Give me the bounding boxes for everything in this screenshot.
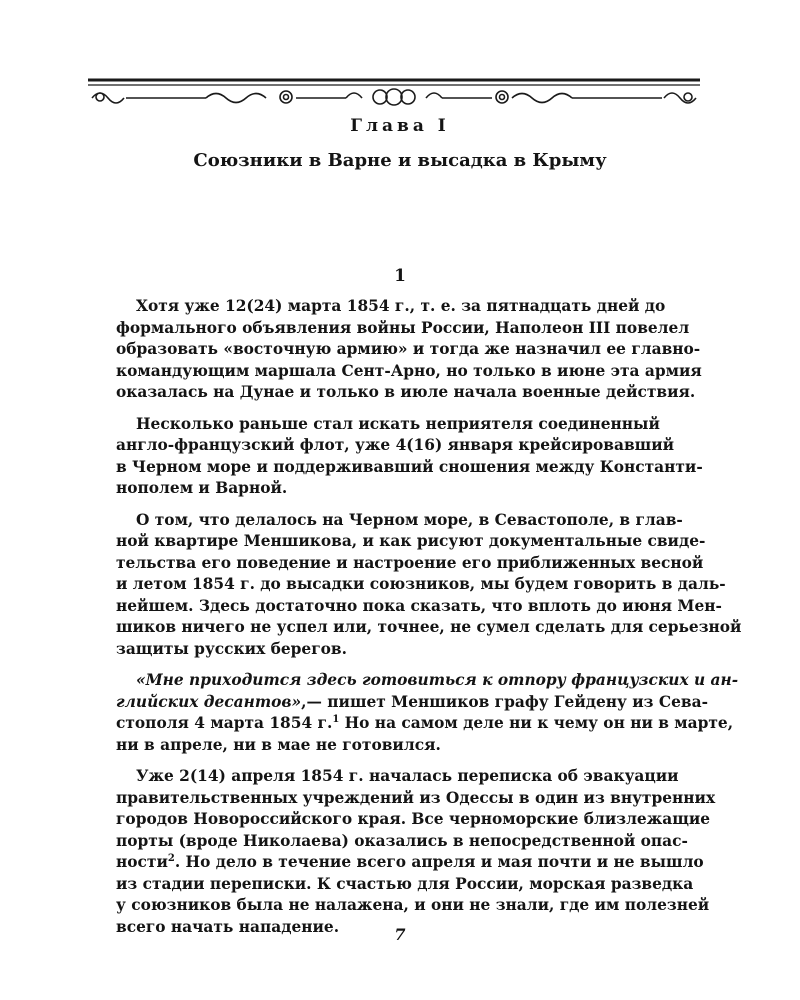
section-number: 1 (394, 266, 406, 286)
text-line: порты (вроде Николаева) оказались в непосредственной опас- (116, 831, 688, 850)
text-span: стополя 4 марта 1854 г. (116, 714, 333, 732)
text-line: О том, что делалось на Черном море, в Севастополе, в глав- (136, 510, 683, 529)
header-ornament (86, 76, 702, 112)
chapter-title: Глава I (350, 116, 450, 136)
text-line: нополем и Варной. (116, 479, 288, 497)
quote-text: глийских десантов» (116, 692, 302, 711)
body-text (116, 296, 742, 948)
text-span: ности (116, 853, 168, 871)
text-line: городов Новороссийского края. Все черноморские близлежащие (116, 810, 711, 828)
text-line: оказалась на Дунае и только в июле начала военные действия. (116, 383, 696, 401)
text-line: Несколько раньше стал искать неприятеля соединенный (136, 414, 660, 433)
text-line (116, 670, 739, 692)
text-line: англо-французский флот, уже 4(16) января крейсировавший (116, 436, 675, 454)
text-line: у союзников была не налажена, и они не знали, где им полезней (116, 896, 710, 914)
paragraph-1 (116, 296, 702, 404)
text-line: формального объявления войны России, Наполеон III повелел (116, 318, 690, 337)
text-span: Но на самом деле ни к чему он ни в марте, (339, 714, 734, 732)
text-line: из стадии переписки. К счастью для России, морская разведка (116, 874, 694, 893)
text-line: Хотя уже 12(24) марта 1854 г., т. е. за пятнадцать дней до (136, 297, 666, 315)
text-line: и летом 1854 г. до высадки союзников, мы будем говорить в даль- (116, 575, 726, 593)
paragraph-3 (116, 510, 742, 661)
text-line (116, 692, 708, 714)
footnote-ref: 2 (167, 852, 175, 864)
footnote-ref: 1 (332, 713, 340, 725)
text-line: нейшем. Здесь достаточно пока сказать, что вплоть до июня Мен- (116, 596, 722, 615)
text-line: в Черном море и поддерживавший сношения между Константи- (116, 457, 703, 476)
paragraph-5 (116, 766, 716, 938)
paragraph-4 (116, 670, 739, 756)
text-line: ной квартире Меншикова, и как рисуют документальные свиде- (116, 532, 706, 550)
text-line: тельства его поведение и настроение его приближенных весной (116, 553, 704, 572)
text-line: Уже 2(14) апреля 1854 г. началась переписка об эвакуации (136, 767, 679, 785)
text-line: шиков ничего не успел или, точнее, не сумел сделать для серьезной (116, 618, 742, 636)
text-line: командующим маршала Сент-Арно, но только в июне эта армия (116, 361, 702, 380)
page-number: 7 (394, 925, 406, 944)
quote-text: «Мне приходится здесь готовиться к отпору французских и ан- (136, 671, 739, 689)
text-span: . Но дело в течение всего апреля и мая почти и не вышло (174, 853, 704, 871)
text-span: ,— пишет Меншиков графу Гейдену из Сева- (301, 692, 708, 711)
text-line: ни в апреле, ни в мае не готовился. (116, 735, 441, 754)
text-line: образовать «восточную армию» и тогда же назначил ее главно- (116, 340, 701, 358)
text-line: всего начать нападение. (116, 917, 340, 936)
text-line (116, 713, 734, 735)
text-line (116, 852, 704, 874)
paragraph-2 (116, 414, 703, 500)
chapter-subtitle: Союзники в Варне и высадка в Крыму (193, 150, 607, 171)
text-line: правительственных учреждений из Одессы в один из внутренних (116, 788, 716, 807)
text-line: защиты русских берегов. (116, 639, 347, 658)
